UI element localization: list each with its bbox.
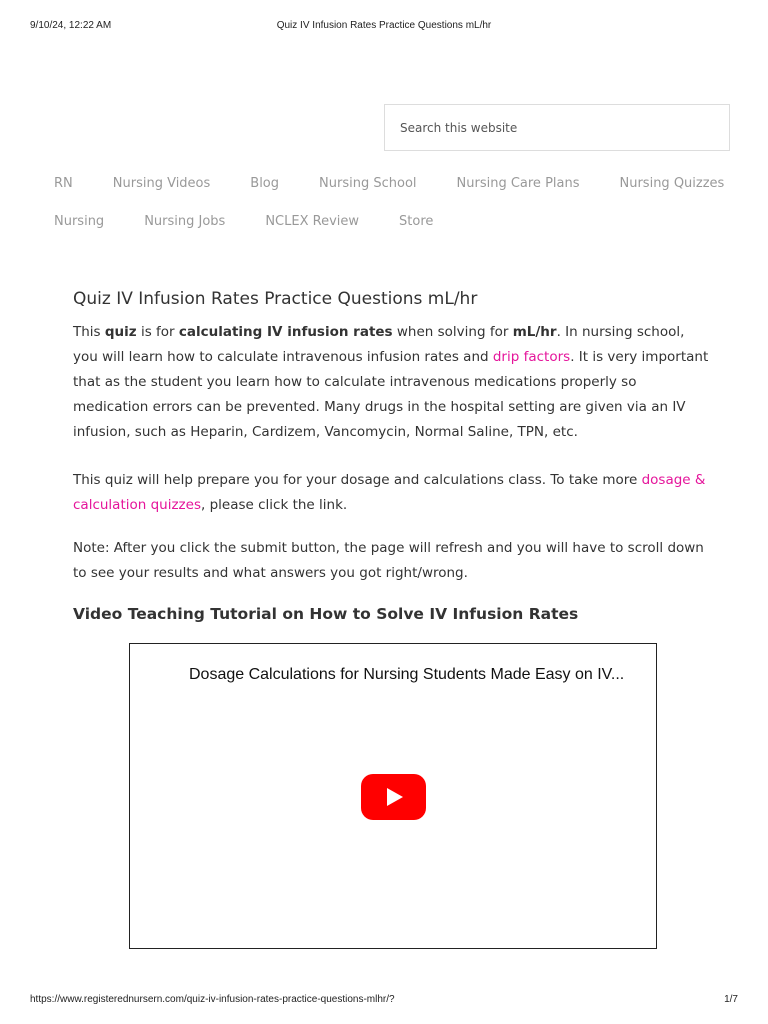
print-datetime: 9/10/24, 12:22 AM [30,20,112,31]
drip-factors-link[interactable]: drip factors [492,349,571,365]
nav-item-nursing-care-plans[interactable]: Nursing Care Plans [456,176,580,191]
print-page-number: 1/7 [724,994,738,1005]
print-header [0,20,768,34]
p1-text-3: when solving for [392,324,513,340]
search-box[interactable] [384,104,730,151]
play-triangle-icon [387,788,403,806]
intro-paragraph [73,320,713,445]
p1-bold-quiz: quiz [104,324,137,340]
video-heading: Video Teaching Tutorial on How to Solve IV Infusion Rates [73,605,579,623]
p1-text-4: . In nursing school, you will learn how to calculate intravenous infusion rates and [73,324,685,365]
p1-text-2: is for [136,324,179,340]
nav-row-2 [54,210,473,230]
p1-bold-unit: mL/hr [512,324,557,340]
nav-item-blog[interactable]: Blog [250,176,280,191]
nav-item-rn[interactable]: RN [54,176,73,191]
video-embed[interactable] [129,643,657,949]
video-title[interactable]: Dosage Calculations for Nursing Students Made Easy on IV... [189,666,625,683]
print-footer [0,994,768,1008]
article-content [73,286,713,623]
nav-item-nursing-quizzes[interactable]: Nursing Quizzes [619,176,725,191]
nav-item-nursing-school[interactable]: Nursing School [319,176,417,191]
nav-item-nursing-videos[interactable]: Nursing Videos [112,176,211,191]
note-paragraph: Note: After you click the submit button, the page will refresh and you will have to scroll down to see your results and what answers you got right/wrong. [73,540,704,581]
nav-row-1 [54,172,764,192]
nav-item-nclex-review[interactable]: NCLEX Review [265,214,360,229]
nav-item-store[interactable]: Store [399,214,434,229]
dosage-quizzes-link[interactable]: dosage & calculation quizzes [73,472,706,513]
article-title: Quiz IV Infusion Rates Practice Questions mL/hr [73,289,478,309]
quiz-paragraph [73,468,713,518]
p2-text-1: This quiz will help prepare you for your dosage and calculations class. To take more [73,472,642,488]
p1-text-1: This [73,324,105,340]
nav-item-nursing-jobs[interactable]: Nursing Jobs [144,214,226,229]
nav-item-nursing[interactable]: Nursing [54,214,105,229]
search-input[interactable] [400,121,729,135]
youtube-play-icon[interactable] [361,774,426,820]
print-url: https://www.registerednursern.com/quiz-iv-infusion-rates-practice-questions-mlhr/? [30,994,395,1005]
print-page-title: Quiz IV Infusion Rates Practice Questions mL/hr [276,20,492,31]
p1-bold-rates: calculating IV infusion rates [178,324,393,340]
p1-text-5: . It is very important that as the student you learn how to calculate intravenous medications properly so medication errors can be prevented. Many drugs in the hospital setting are given via an IV infusion, such as Heparin, Cardizem, Vancomycin, Normal Saline, TPN, etc. [73,349,709,440]
p2-text-2: , please click the link. [201,497,348,513]
